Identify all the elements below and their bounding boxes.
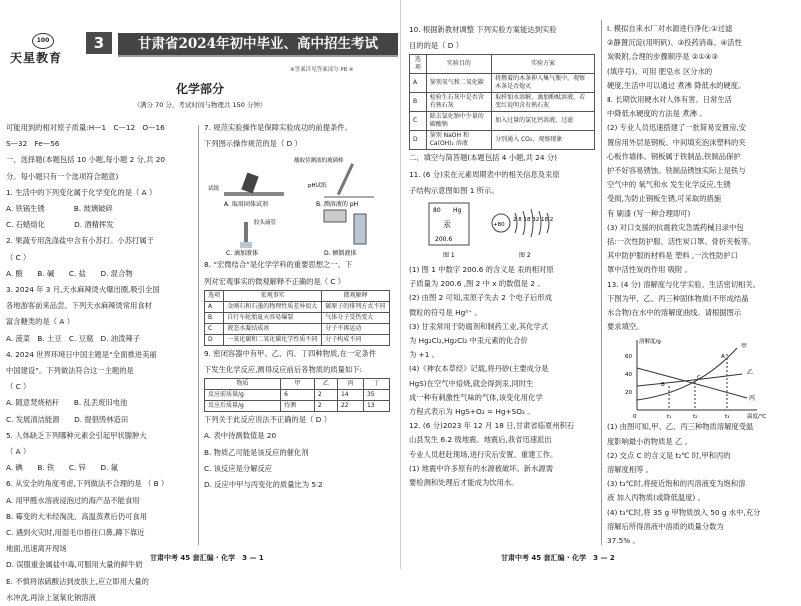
right-col2b-line: (3) t₃℃时,将接近饱和的丙溶液变为饱和溶: [607, 479, 746, 489]
right-col2-line: 有 刷漆 (写一种合理即可): [607, 208, 691, 218]
right-col2-line: (3) 对口支援的抗震救灾急需药械目录中包: [607, 222, 744, 232]
fig11-number: 80: [433, 207, 441, 215]
left-col1-line: 1. 生活中的下列变化属于化学变化的是（ A ）: [6, 187, 157, 197]
right-col1c-line: 山县发生 6.2 级地震。地震后,我省迅速派出: [409, 435, 552, 445]
fig11-caption-1: 图 1: [443, 252, 455, 260]
table-row: [205, 390, 390, 401]
left-col1-line: 5. 人体缺乏下列哪种元素会引起甲状腺肿大: [6, 430, 147, 440]
exam-title: 甘肃省2024年初中毕业、高中招生考试: [118, 33, 398, 57]
table-cell: A: [205, 301, 224, 312]
right-col1c-line: 成一种有刺激性气味的气体,该变化用化学: [409, 392, 543, 402]
right-col2-line: 受损,为防止钢板生锈,可采取的措施: [607, 194, 722, 204]
left-col1-line: 4. 2024 世界环境日中国主题是“全面推进美丽: [6, 349, 157, 359]
right-col1c-line: 12. (6 分)2023 年 12 月 18 日,甘肃省临夏州积石: [409, 421, 575, 431]
table-cell: 14: [337, 390, 363, 401]
left-col1-line: 各地游客前来品尝。下列天水麻辣烫常用食材: [6, 301, 152, 311]
table-cell: 分子不再运动: [322, 323, 390, 334]
x-tick-0: 0: [633, 414, 637, 421]
y-tick-20: 20: [625, 390, 632, 397]
table-cell: 将燃着的木条伸入集气瓶中，观察木条是否熄灭: [492, 74, 595, 93]
series-yi: 乙: [747, 369, 754, 377]
right-col2b-line: 溶解度相等 。: [607, 465, 654, 475]
table-cell: 金刚石和石墨的物理性质差异很大: [224, 301, 322, 312]
left-col1-line: 地面,迅速离开现场: [6, 544, 67, 554]
table-row: [410, 112, 595, 131]
right-col1c-line: (4)《神农本草经》记载,将丹砂(主要成分是: [409, 364, 549, 374]
right-col2-line: ②静置沉淀(用明矾)、③投药消毒、④活性: [607, 38, 742, 48]
left-col1-line: （ C ）: [6, 252, 31, 262]
left-col1-line: 3. 2024 年 3 月,天水麻辣烫火爆出圈,吸引全国: [6, 285, 160, 295]
table-9: [204, 378, 390, 412]
table-header: 实验目的: [426, 55, 491, 74]
left-col1-line: 一、选择题(本题包括 10 小题,每小题 2 分,共 20: [6, 155, 166, 165]
left-column-1: [6, 120, 194, 606]
left-col1-line: C. 石蜡熔化 D. 酒精挥发: [6, 220, 114, 230]
left-col2b-line: 列对宏观事实的微观解释不正确的是（ C ）: [204, 276, 346, 286]
left-col2d-line: A. 表中待测数值是 20: [204, 431, 277, 441]
right-col2-line: 要求填空。: [607, 322, 644, 332]
right-col2b-line: 37.5% 。: [607, 536, 640, 546]
table-row: [410, 131, 595, 150]
right-col2-line: 护不好容易锈蚀。铁制品锈蚀实际上是铁与: [607, 166, 746, 176]
left-page: [0, 0, 400, 602]
score-info: （满分 70 分，考试时间与物理共 150 分钟）: [133, 101, 267, 109]
y-tick-60: 60: [625, 354, 632, 361]
table-cell: 鉴别氧气和二氧化碳: [426, 74, 491, 93]
table-cell: 一氧化碳和二氧化碳化学性质不同: [224, 334, 322, 345]
page-number-tab: 3: [86, 32, 112, 54]
x-tick-t2: t₂: [693, 414, 698, 421]
left-col1-line: C. 发展清洁能源 D. 提倡毁林造田: [6, 414, 129, 424]
table-header: 丙: [337, 379, 363, 390]
left-col2b-line: 8. “宏微结合”是化学学科的重要思想之一。下: [204, 260, 353, 270]
left-col1-line: 水冲洗,再涂上氢氧化钠溶液: [6, 592, 96, 602]
table-row: [205, 301, 390, 312]
left-col1-line: （ A ）: [6, 447, 31, 457]
table-10: [409, 54, 595, 150]
table-cell: 22: [337, 401, 363, 412]
left-col2d-line: D. 反应中甲与丙变化的质量比为 5∶2: [204, 480, 323, 490]
solubility-chart: [607, 334, 795, 420]
table-cell: 反应前质量/g: [205, 390, 281, 401]
table-cell: 分别通入 CO₂，观察现象: [492, 131, 595, 150]
right-col2-line: 下图为甲、乙、丙三种固体物质(不形成结晶: [607, 293, 749, 303]
fig7-caption-c: C. 滴加液体: [226, 250, 259, 258]
table-cell: 液态水凝结成冰: [224, 323, 322, 334]
left-col1-line: C. 遇到火灾时,用湿毛巾捂住口鼻,蹲下靠近: [6, 528, 145, 538]
table-cell: 13: [363, 401, 389, 412]
table-cell: 35: [363, 390, 389, 401]
fig11-symbol: Hg: [453, 207, 462, 215]
table-cell: C: [410, 112, 427, 131]
right-col1c-line: 专业人员赶赴现场,进行灾后安置、重建工作。: [409, 449, 558, 459]
subject-heading: 化学部分: [175, 82, 224, 96]
right-col2-line: 空气中的 氧气和水 发生化学反应,生锈: [607, 180, 731, 190]
point-a: A: [721, 354, 725, 361]
right-col2-line: 其中防护服的材料是 塑料 ,一次性防护口: [607, 251, 739, 261]
logo-badge: 100: [32, 33, 54, 49]
table-row: [205, 323, 390, 334]
right-col2-line: 罩中活性炭的作用 吸附 。: [607, 265, 692, 275]
table-cell: 取样加水溶解，滴加酚酞溶液，若变红说明含有熟石灰: [492, 93, 595, 112]
series-bing: 丙: [749, 395, 756, 403]
table-cell: 气体分子受热变大: [322, 312, 390, 323]
right-col2-line: 括:一次性防护服、活性炭口罩、骨折夹板等。: [607, 237, 756, 247]
left-col2-line: 下列图示操作规范的是（ D ）: [204, 139, 302, 149]
table-cell: 6: [281, 390, 315, 401]
right-col2b-line: (2) 交点 C 的含义是 t₂℃ 时,甲和丙的: [607, 450, 731, 460]
fig11-shells: 2 8 18 32 18 2: [513, 217, 554, 224]
table-cell: 自行车轮胎夏天容易爆裂: [224, 312, 322, 323]
fig7-label-ph: pH试纸: [308, 183, 327, 190]
solubility-graph: [607, 334, 797, 420]
fig7-caption-b: B. 测溶液的 pH: [316, 201, 359, 209]
table-header: 甲: [281, 379, 315, 390]
right-col1b-line: 11. (6 分)汞在元素周期表中的相关信息及汞原: [409, 169, 560, 179]
footer-left: 甘肃中考 45 套汇编 · 化学 3 — 1: [150, 554, 264, 562]
left-col1-line: E. 不慎将浓硫酸沾到皮肤上,应立即用大量的: [6, 576, 149, 586]
table-cell: 碳原子的排列方式不同: [322, 301, 390, 312]
mercury-atom-figure: [409, 199, 597, 263]
fig7-label-glassrod: 蘸取待测液的玻璃棒: [294, 158, 344, 165]
table-row: [205, 312, 390, 323]
right-col2-line: 水合物)在水中的溶解度曲线。请根据图示: [607, 308, 742, 318]
fig7-caption-a: A. 取用固体试剂: [224, 201, 268, 209]
right-col2b-line: 度影响最小的物质是 乙 。: [607, 436, 692, 446]
table-row: [205, 401, 390, 412]
table-header: 实验方案: [492, 55, 595, 74]
column-divider-right: [601, 20, 602, 545]
footer-right: 甘肃中考 45 套汇编 · 化学 3 — 2: [501, 554, 615, 562]
table-cell: B: [410, 93, 427, 112]
x-tick-t1: t₁: [667, 414, 672, 421]
left-col1-line: 可能用到的相对原子质量:H—1 C—12 O—16: [6, 123, 165, 132]
curve-bing: [637, 368, 747, 398]
table-header: 选项: [410, 55, 427, 74]
table-header: 宏观事实: [224, 290, 322, 301]
fig11-name: 汞: [443, 220, 451, 230]
right-col2-line: (填序号)。可用 肥皂水 区分水的: [607, 66, 713, 76]
table-cell: C: [205, 323, 224, 334]
right-col1c-line: 微粒的符号是 Hg²⁺ 。: [409, 307, 482, 317]
left-col1-line: A. 菠菜 B. 土豆 C. 豆腐 D. 油泼辣子: [6, 333, 140, 343]
left-col1-line: 2. 果蔬专用洗涤盐中含有小苏打。小苏打属于: [6, 236, 154, 246]
right-col2-line: 13. (4 分) 溶解度与化学实验。生活密切相关。: [607, 279, 760, 289]
point-b: B: [661, 382, 665, 389]
right-col2-line: 心板作墙体。钢板属于铁制品,铁制品保护: [607, 151, 741, 161]
lab-operation-figure: [204, 152, 394, 257]
left-col1-line: 6. 从安全的角度考虑,下列做法不合理的是 （ B ）: [6, 479, 169, 489]
right-col2b-line: (1) 由图可知,甲、乙、丙三种物质溶解度受温: [607, 422, 754, 432]
table-cell: 2: [314, 401, 337, 412]
left-column-2: [204, 120, 398, 493]
table-cell: B: [205, 312, 224, 323]
table-cell: 分子构成不同: [322, 334, 390, 345]
left-col1-line: 中国建设”。下列做法符合这一主题的是: [6, 366, 134, 376]
table-8: [204, 290, 390, 346]
right-col1c-line: 为 Hg₂Cl₂,Hg₂Cl₂ 中汞元素的化合价: [409, 336, 528, 346]
right-col1-line: 10. 根据新教材调整 下列实验方案能达到实验: [409, 25, 557, 34]
table-cell: 2: [314, 390, 337, 401]
right-col1c-line: 要检测和处理后才能成为饮用水。: [409, 478, 519, 488]
left-col1-line: 富含糖类的是（ A ）: [6, 317, 75, 327]
right-col1-line: 目的的是（ D ）: [409, 41, 464, 51]
left-col1-line: 分。每小题只有一个选项符合题意): [6, 171, 119, 181]
fig7-caption-d: D. 倾倒液体: [324, 250, 357, 258]
left-col2c-line: 下发生化学反应,测得反应前后各物质的质量如下:: [204, 365, 363, 375]
right-col1c-line: 为 +1 。: [409, 350, 439, 360]
left-col1-line: A. 用甲醛水溶液浸泡过的海产品不能食用: [6, 495, 140, 505]
table-row: [410, 74, 595, 93]
right-col2-line: Ⅱ. 长期饮用硬水对人体有害。日常生活: [607, 95, 732, 105]
right-col2b-line: 溶解后所得溶液中溶质的质量分数为: [607, 521, 724, 531]
right-col2-line: (2) 专业人员迅速搭建了一批简易安置房,安: [607, 123, 747, 133]
table-cell: 除去氯化钠中少量的碳酸钠: [426, 112, 491, 131]
fig7-label-paper: 试纸: [208, 186, 220, 193]
left-col2d-line: C. 该反应是分解反应: [204, 463, 273, 473]
left-col2d-line: B. 物质乙可能是该反应的催化剂: [204, 447, 309, 457]
right-column-2: [607, 22, 797, 548]
right-col1b-line: 子结构示意图如图 1 所示。: [409, 185, 499, 195]
right-col2b-line: (4) t₃℃时,将 35 g 甲物质放入 50 g 水中,充分: [607, 507, 761, 517]
table-row: [410, 93, 595, 112]
right-col2b-line: 液 加入丙物质(或降低温度) 。: [607, 493, 705, 503]
table-cell: 鉴别 NaOH 和 Ca(OH)₂ 溶液: [426, 131, 491, 150]
table-cell: 反应后质量/g: [205, 401, 281, 412]
left-col1-line: A. 随意焚烧秸秆 B. 乱丢废旧电池: [6, 398, 128, 408]
fig11-nucleus: +80: [493, 222, 505, 229]
point-c: C: [697, 375, 701, 382]
right-col2-line: 硬度,生活中可以通过 煮沸 降低水的硬度。: [607, 80, 746, 90]
table-header: 丁: [363, 379, 389, 390]
fig7-label-dropper: 胶头滴管: [254, 220, 277, 227]
answer-note: ※答案详见答案部分 P8 ※: [290, 67, 354, 73]
fig11-mass: 200.6: [435, 236, 453, 244]
right-col1c-line: 子质量为 200.6 ,图 2 中 x 的数值是 2 。: [409, 279, 545, 289]
left-col2d-line: 下列关于此反应说法不正确的是（ D ）: [204, 415, 332, 425]
figure-7: [204, 152, 398, 257]
left-col1-line: A. 铁锅生锈 B. 玻璃破碎: [6, 204, 113, 214]
right-col1b-line: 二、填空与简答题(本题包括 4 小题,共 24 分): [409, 153, 557, 163]
table-cell: 检验生石灰中是否含有熟石灰: [426, 93, 491, 112]
graph-ylabel: 溶解度/g: [639, 339, 661, 346]
right-col1c-line: (2) 由图 2 可知,汞原子失去 2 个电子后形成: [409, 293, 552, 303]
brand-name: 天星教育: [10, 51, 63, 65]
table-cell: A: [410, 74, 427, 93]
table-header: 选项: [205, 290, 224, 301]
table-cell: 待测: [281, 401, 315, 412]
right-col1c-line: HgS)在空气中焙烧,就会得到汞,同时生: [409, 378, 534, 388]
right-col1c-line: (3) 甘汞常用于防腐剂和制药工业,其化学式: [409, 321, 549, 331]
table-cell: D: [205, 334, 224, 345]
right-col2-line: 炭吸附,合理的步骤顺序是 ②①④③: [607, 52, 719, 62]
right-col2-line: Ⅰ. 模拟自来水厂对水源进行净化:①过滤: [607, 24, 733, 33]
right-page: [400, 0, 801, 569]
left-col1-line: S—32 Fe—56: [6, 139, 60, 149]
right-col2-line: 中降低水硬度的方法是 煮沸 。: [607, 109, 707, 119]
column-divider: [198, 125, 199, 545]
graph-xlabel: 温度/℃: [747, 414, 767, 421]
right-col1c-line: (1) 图 1 中数字 200.6 的含义是 汞的相对原: [409, 265, 554, 275]
left-col2c-line: 9. 密闭容器中有甲、乙、丙、丁四种物质,在一定条件: [204, 348, 377, 358]
brand-logo: [4, 30, 90, 70]
right-col2-line: 置房用外层是钢板、中间填充泡沫塑料的夹: [607, 137, 746, 147]
right-col1c-line: 方程式表示为 HgS+O₂ = Hg+SO₂ 。: [409, 407, 535, 417]
figure-11: [409, 199, 597, 263]
right-column-1: [409, 22, 597, 490]
right-col1c-line: (1) 地震中许多原有的水源被破坏。新水源需: [409, 463, 553, 473]
table-header: 物质: [205, 379, 281, 390]
left-col1-line: （ C ）: [6, 382, 31, 392]
x-tick-t3: t₃: [725, 414, 730, 421]
left-col1-line: A. 碘 B. 铁 C. 锌 D. 氟: [6, 463, 119, 473]
table-row: [205, 334, 390, 345]
table-cell: D: [410, 131, 427, 150]
table-cell: 加入过量的氯化钙溶液，过滤: [492, 112, 595, 131]
fig11-caption-2: 图 2: [519, 252, 531, 260]
table-header: 乙: [314, 379, 337, 390]
left-col2-line: 7. 规范实验操作是保障实验成功的前提条件。: [204, 123, 352, 132]
table-header: 微观解释: [322, 290, 390, 301]
y-tick-40: 40: [625, 372, 632, 379]
left-col1-line: A. 酸 B. 碱 C. 盐 D. 混合物: [6, 268, 133, 278]
left-col1-line: B. 霉变的大米经淘洗、高温蒸煮后仍可食用: [6, 511, 147, 521]
series-jia: 甲: [741, 343, 748, 351]
left-col1-line: D. 误服重金属盐中毒,可服用大量的鲜牛奶: [6, 560, 143, 570]
